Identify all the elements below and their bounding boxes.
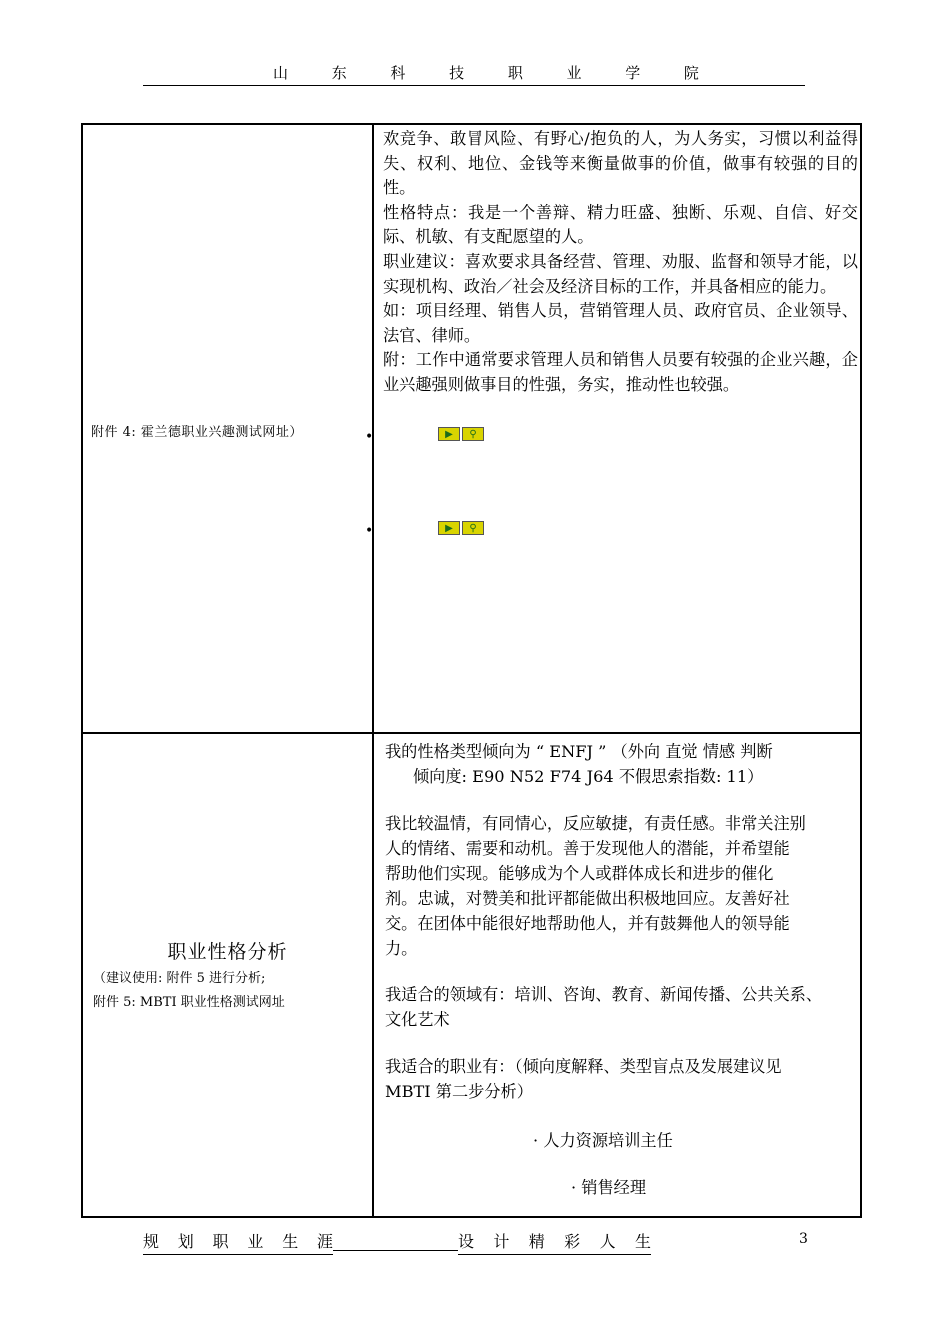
footer-char: 业 xyxy=(247,1232,264,1251)
footer-char: 人 xyxy=(599,1232,616,1251)
description-line: 剂。忠诚，对赞美和批评都能做出积极地回应。友善好社 xyxy=(385,889,790,908)
footer-char: 计 xyxy=(493,1232,510,1251)
attachment-4-label: 附件 4: 霍兰德职业兴趣测试网址） xyxy=(91,425,303,440)
page-number: 3 xyxy=(799,1231,808,1247)
career-item: · 人力资源培训主任 xyxy=(533,1131,673,1150)
bullet-marker: • xyxy=(365,429,374,445)
holland-result-text xyxy=(383,127,858,398)
bullet-marker: • xyxy=(365,523,374,539)
link-icon[interactable]: ⚲ xyxy=(462,427,484,441)
careers-line: MBTI 第二步分析） xyxy=(385,1082,533,1101)
footer-underline xyxy=(333,1250,458,1251)
header-char: 院 xyxy=(683,64,699,82)
header-char: 技 xyxy=(449,64,465,82)
description-line: 我比较温情，有同情心，反应敏捷，有责任感。非常关注别 xyxy=(385,814,806,833)
header-char: 山 xyxy=(273,64,289,82)
paragraph: 如：项目经理、销售人员，营销管理人员、政府官员、企业领导、法官、律师。 xyxy=(383,301,858,345)
header-char: 职 xyxy=(507,64,523,82)
footer-char: 彩 xyxy=(564,1232,581,1251)
footer-char: 设 xyxy=(458,1232,475,1251)
footer-char: 生 xyxy=(282,1232,299,1251)
header-char: 业 xyxy=(566,64,582,82)
description-line: 力。 xyxy=(385,939,418,958)
paragraph: 附：工作中通常要求管理人员和销售人员要有较强的企业兴趣，企业兴趣强则做事目的性强，务实，推动性也较强。 xyxy=(383,350,858,394)
section-title: 职业性格分析 xyxy=(167,941,288,963)
description-line: 交。在团体中能很好地帮助他人，并有鼓舞他人的领导能 xyxy=(385,914,790,933)
type-line: 我的性格类型倾向为 “ ENFJ ” （外向 直觉 情感 判断 xyxy=(385,742,773,761)
footer-char: 规 xyxy=(143,1232,160,1251)
paragraph: 性格特点：我是一个善辩、精力旺盛、独断、乐观、自信、好交际、机敏、有支配愿望的人。 xyxy=(383,202,858,247)
footer-char: 生 xyxy=(634,1232,651,1251)
footer-slogan-left xyxy=(143,1229,333,1255)
description-line: 人的情绪、需要和动机。善于发现他人的潜能，并希望能 xyxy=(385,839,790,858)
header-char: 东 xyxy=(331,64,347,82)
embedded-object-icons[interactable] xyxy=(438,521,486,537)
footer-char: 职 xyxy=(212,1232,229,1251)
fields-line: 我适合的领域有：培训、咨询、教育、新闻传播、公共关系、 xyxy=(385,985,823,1004)
fields-line: 文化艺术 xyxy=(385,1010,450,1029)
paragraph: 欢竞争、敢冒风险、有野心/抱负的人，为人务实，习惯以利益得失、权利、地位、金钱等来衡量做事的价值，做事有较强的目的性。 xyxy=(383,129,858,198)
header-char: 科 xyxy=(390,64,406,82)
link-icon[interactable]: ⚲ xyxy=(462,521,484,535)
footer-char: 精 xyxy=(528,1232,545,1251)
footer-slogan-right xyxy=(458,1229,651,1255)
section-note: 附件 5: MBTI 职业性格测试网址 xyxy=(93,995,285,1010)
column-divider xyxy=(372,125,374,1216)
embedded-object-icons[interactable] xyxy=(438,427,486,443)
paragraph: 职业建议：喜欢要求具备经营、管理、劝服、监督和领导才能，以实现机构、政治／社会及经济目标的工作，并具备相应的能力。 xyxy=(383,251,858,296)
section-note: （建议使用: 附件 5 进行分析; xyxy=(93,971,266,986)
header-char: 学 xyxy=(625,64,641,82)
careers-line: 我适合的职业有：（倾向度解释、类型盲点及发展建议见 xyxy=(385,1057,782,1076)
degree-line: 倾向度: E90 N52 F74 J64 不假思索指数: 11） xyxy=(413,767,764,786)
row-divider xyxy=(83,732,860,734)
content-table xyxy=(81,123,862,1218)
play-icon[interactable]: ▶ xyxy=(438,427,460,441)
career-item: · 销售经理 xyxy=(571,1178,647,1197)
footer-char: 涯 xyxy=(316,1232,333,1251)
footer-char: 划 xyxy=(177,1232,194,1251)
page-header xyxy=(143,64,805,86)
play-icon[interactable]: ▶ xyxy=(438,521,460,535)
description-line: 帮助他们实现。能够成为个人或群体成长和进步的催化 xyxy=(385,864,774,883)
